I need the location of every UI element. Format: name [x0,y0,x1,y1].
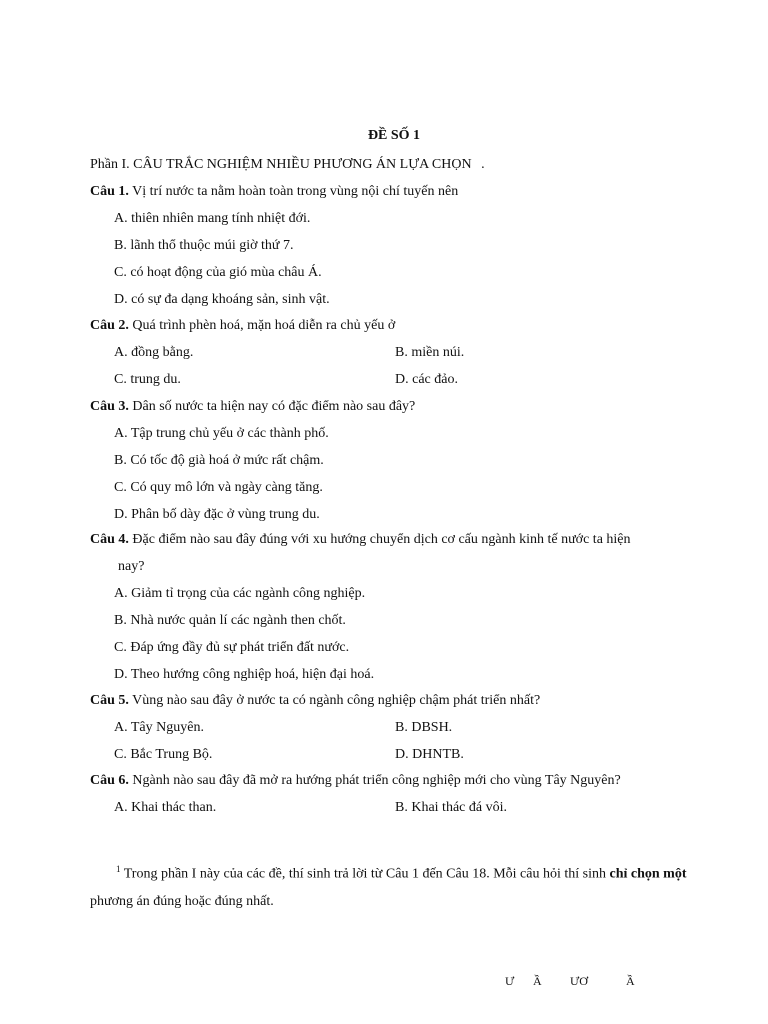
question-label: Câu 4. [90,532,129,547]
q5-option-a: A. Tây Nguyên. [114,720,204,735]
q2-option-c: C. trung du. [114,372,181,387]
q4-option-c: C. Đáp ứng đầy đủ sự phát triển đất nước. [114,640,350,655]
q3-option-c: C. Có quy mô lớn và ngày càng tăng. [114,480,323,495]
q1-option-d: D. có sự đa dạng khoáng sản, sinh vật. [114,292,330,307]
q2-option-a: A. đồng bằng. [114,345,194,360]
question-text-continued: nay? [118,559,145,574]
q2-option-b: B. miền núi. [395,345,465,360]
q3-option-d: D. Phân bố dày đặc ở vùng trung du. [114,507,320,522]
question-text: Quá trình phèn hoá, mặn hoá diễn ra chủ yếu ở [132,318,396,333]
question-text: Vị trí nước ta nằm hoàn toàn trong vùng nội chí tuyến nên [132,184,459,199]
section-heading [90,155,485,175]
q5-option-b: B. DBSH. [395,720,453,735]
q1-option-b: B. lãnh thổ thuộc múi giờ thứ 7. [114,238,294,253]
page-footer-glyph-2: Ầ [533,974,542,988]
footnote-text-b: phương án đúng hoặc đúng nhất. [90,893,274,909]
q6-option-b: B. Khai thác đá vôi. [395,800,507,815]
q1-option-a: A. thiên nhiên mang tính nhiệt đới. [114,211,311,226]
q6-option-a: A. Khai thác than. [114,800,217,815]
question-4 [90,530,631,550]
question-text: Vùng nào sau đây ở nước ta có ngành công nghiệp chậm phát triển nhất? [132,693,541,708]
footnote-text-a: Trong phần I này của các đề, thí sinh trả lời từ Câu 1 đến Câu 18. Mỗi câu hỏi thí sinh [123,866,606,882]
question-6 [90,771,621,791]
page-footer-glyph-3: ƯƠ [570,974,588,988]
section-heading-text: Phần I. CÂU TRẮC NGHIỆM NHIỀU PHƯƠNG ÁN LỰA CHỌN [90,157,472,172]
footnote-bold-a: chỉ [609,866,628,882]
page-footer-glyph-1: Ư [505,974,515,988]
q2-option-d: D. các đảo. [395,372,458,387]
q4-option-d: D. Theo hướng công nghiệp hoá, hiện đại hoá. [114,667,375,682]
q5-option-c: C. Bắc Trung Bộ. [114,747,213,762]
question-text: Ngành nào sau đây đã mở ra hướng phát triển công nghiệp mới cho vùng Tây Nguyên? [132,773,621,788]
section-heading-mark: . [481,157,485,172]
q3-option-a: A. Tập trung chủ yếu ở các thành phố. [114,426,329,441]
question-2 [90,316,395,336]
question-1 [90,182,458,202]
question-5 [90,691,540,711]
footnote-mark: 1 [116,864,121,874]
question-label: Câu 5. [90,693,129,708]
q5-option-d: D. DHNTB. [395,747,464,762]
page-title: ĐỀ SỐ 1 [367,128,421,143]
page-footer-glyph-4: Ầ [626,974,635,988]
question-text: Đặc điểm nào sau đây đúng với xu hướng chuyển dịch cơ cấu ngành kinh tế nước ta hiện [132,532,631,547]
footnote-bold-b: chọn một [630,866,687,882]
q4-option-b: B. Nhà nước quản lí các ngành then chốt. [114,613,346,628]
q4-option-a: A. Giảm tỉ trọng của các ngành công nghiệp. [114,586,366,601]
q3-option-b: B. Có tốc độ già hoá ở mức rất chậm. [114,453,324,468]
question-label: Câu 1. [90,184,129,199]
footnote [90,856,690,915]
question-label: Câu 3. [90,399,129,414]
question-text: Dân số nước ta hiện nay có đặc điểm nào sau đây? [132,399,416,414]
question-label: Câu 6. [90,773,129,788]
question-3 [90,397,415,417]
q1-option-c: C. có hoạt động của gió mùa châu Á. [114,265,322,280]
question-label: Câu 2. [90,318,129,333]
